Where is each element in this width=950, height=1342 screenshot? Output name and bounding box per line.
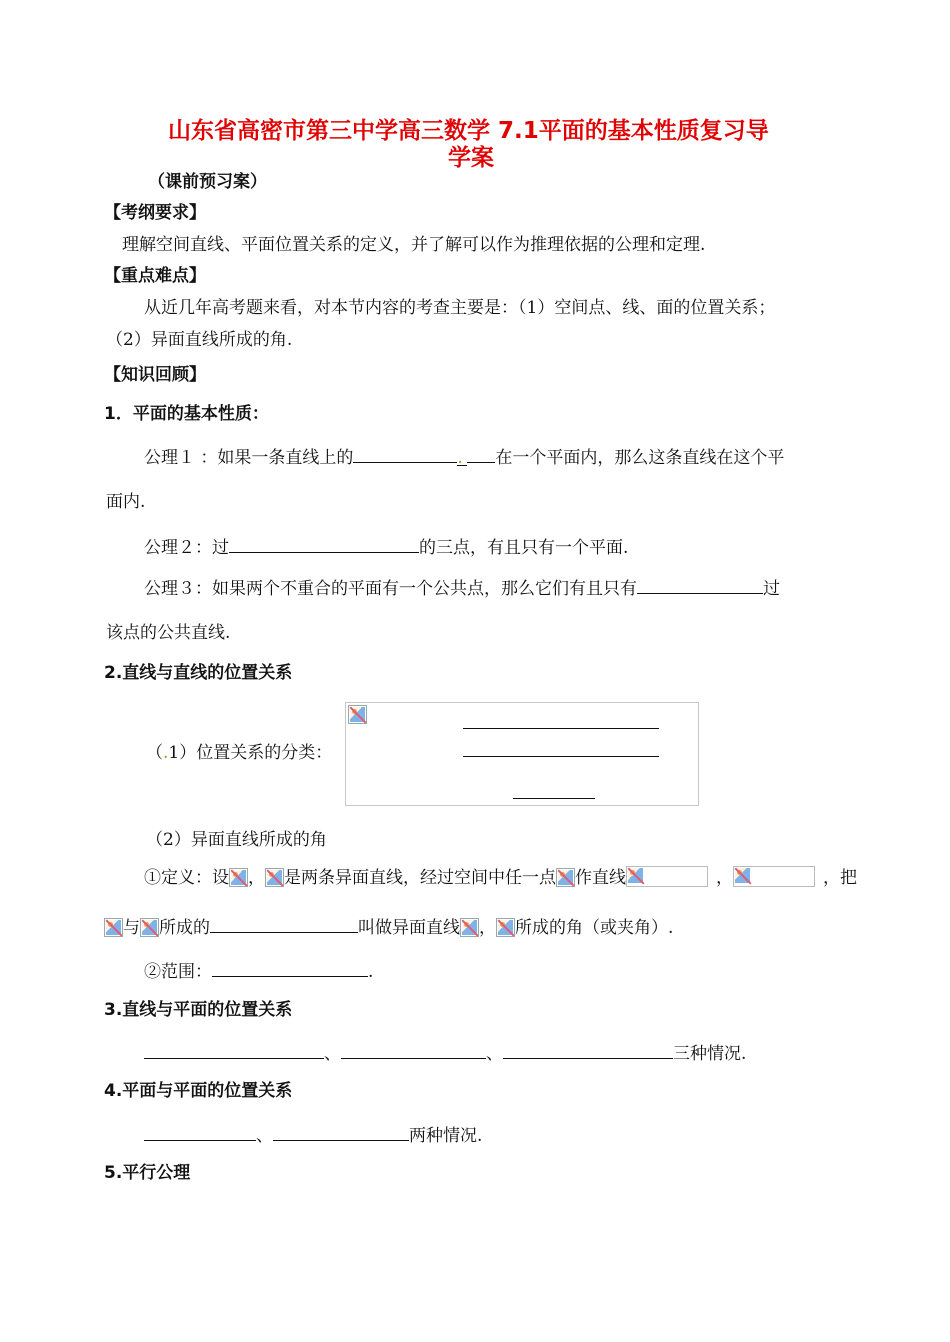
def-comma-1: ， [248,868,265,888]
line-a-image-icon-2 [460,918,479,937]
axiom2-blank[interactable] [229,534,419,553]
def-formed: 所成的 [159,918,210,938]
s3-sep-2: 、 [486,1044,503,1064]
s4-blank-1[interactable] [144,1122,256,1141]
classification-blank-1[interactable] [463,728,659,729]
s2-heading: 2.直线与直线的位置关系 [104,663,293,683]
classification-diagram-box [345,702,699,806]
axiom2-prefix: 公理２：过 [144,538,229,558]
classification-text: 1）位置关系的分类： [168,743,333,763]
requirements-heading: 【考纲要求】 [104,203,206,223]
s4-sep: 、 [256,1126,273,1146]
axiom3-cont: 该点的公共直线. [106,623,231,643]
s3-heading: 3.直线与平面的位置关系 [104,1000,293,1020]
s5-heading: 5.平行公理 [104,1163,191,1183]
def-prefix: ①定义：设 [144,868,229,888]
range-prefix: ②范围： [144,962,212,982]
def-comma-3: ， [479,918,496,938]
requirements-text: 理解空间直线、平面位置关系的定义，并了解可以作为推理依据的公理和定理. [122,235,706,255]
s3-blank-2[interactable] [341,1040,486,1059]
point-o-image-icon [556,868,575,887]
classification-label [146,742,332,764]
axiom1-blank-2[interactable] [467,444,495,463]
s1-heading: 1．平面的基本性质： [104,404,269,424]
classification-blank-3[interactable] [513,798,595,799]
axiom3-prefix: 公理３：如果两个不重合的平面有一个公共点，那么它们有且只有 [144,579,637,599]
axiom1-prefix: 公理１ ：如果一条直线上的 [144,448,354,468]
axiom1-dot: . [457,447,467,466]
axiom3-line [144,575,780,600]
doc-title-line1: 山东省高密市第三中学高三数学 7.1平面的基本性质复习导 [168,118,769,144]
classification-dot: . [163,743,169,763]
def-angle: 所成的角（或夹角）. [515,918,674,938]
s3-blank-3[interactable] [503,1040,673,1059]
s3-tail: 三种情况. [673,1044,747,1064]
axiom2-line [144,534,628,559]
range-line [144,958,373,983]
s3-blank-1[interactable] [144,1040,324,1059]
def-comma-2: ， [716,868,733,888]
s3-sep-1: 、 [324,1044,341,1064]
broken-image-icon [348,705,367,724]
axiom1-cont: 面内. [106,492,146,512]
line-b-prime-image-icon-2 [140,918,159,937]
line-b-image-icon-2 [496,918,515,937]
s4-heading: 4.平面与平面的位置关系 [104,1081,293,1101]
line-a-prime-image-icon-2 [104,918,123,937]
line-a-image-icon [229,868,248,887]
key-points-text1: 从近几年高考题来看，对本节内容的考查主要是：（1）空间点、线、面的位置关系； [144,298,776,318]
axiom1-suffix: 在一个平面内，那么这条直线在这个平 [495,448,785,468]
definition-line1 [144,866,857,889]
s4-line [144,1122,482,1147]
line-b-image-icon [265,868,284,887]
doc-title-line2: 学案 [448,145,494,171]
range-blank[interactable] [212,958,368,977]
line-a-prime-image-icon [626,866,708,887]
axiom1-blank-1[interactable] [353,444,457,463]
axiom1-line [144,444,784,469]
s3-line [144,1040,746,1065]
def-skew-lines: 是两条异面直线，经过空间中任一点 [284,868,556,888]
s4-tail: 两种情况. [409,1126,483,1146]
classification-blank-2[interactable] [463,756,659,757]
def-draw-lines: 作直线 [575,868,626,888]
subtitle: （课前预习案） [148,172,267,192]
s4-blank-2[interactable] [273,1122,409,1141]
classification-open: （ [146,743,163,763]
line-b-prime-image-icon [733,866,815,887]
key-points-text2: （2）异面直线所成的角. [106,330,293,350]
axiom3-suffix: 过 [763,579,780,599]
def-and: 与 [123,918,140,938]
definition-line2 [104,914,673,939]
def-ba: ，把 [823,868,857,888]
range-period: . [368,962,374,982]
def-called: 叫做异面直线 [358,918,460,938]
review-heading: 【知识回顾】 [104,365,206,385]
key-points-heading: 【重点难点】 [104,266,206,286]
axiom3-blank[interactable] [637,575,763,594]
definition-blank[interactable] [210,914,358,933]
skew-angle-heading: （2）异面直线所成的角 [146,830,327,850]
axiom2-suffix: 的三点，有且只有一个平面. [419,538,629,558]
